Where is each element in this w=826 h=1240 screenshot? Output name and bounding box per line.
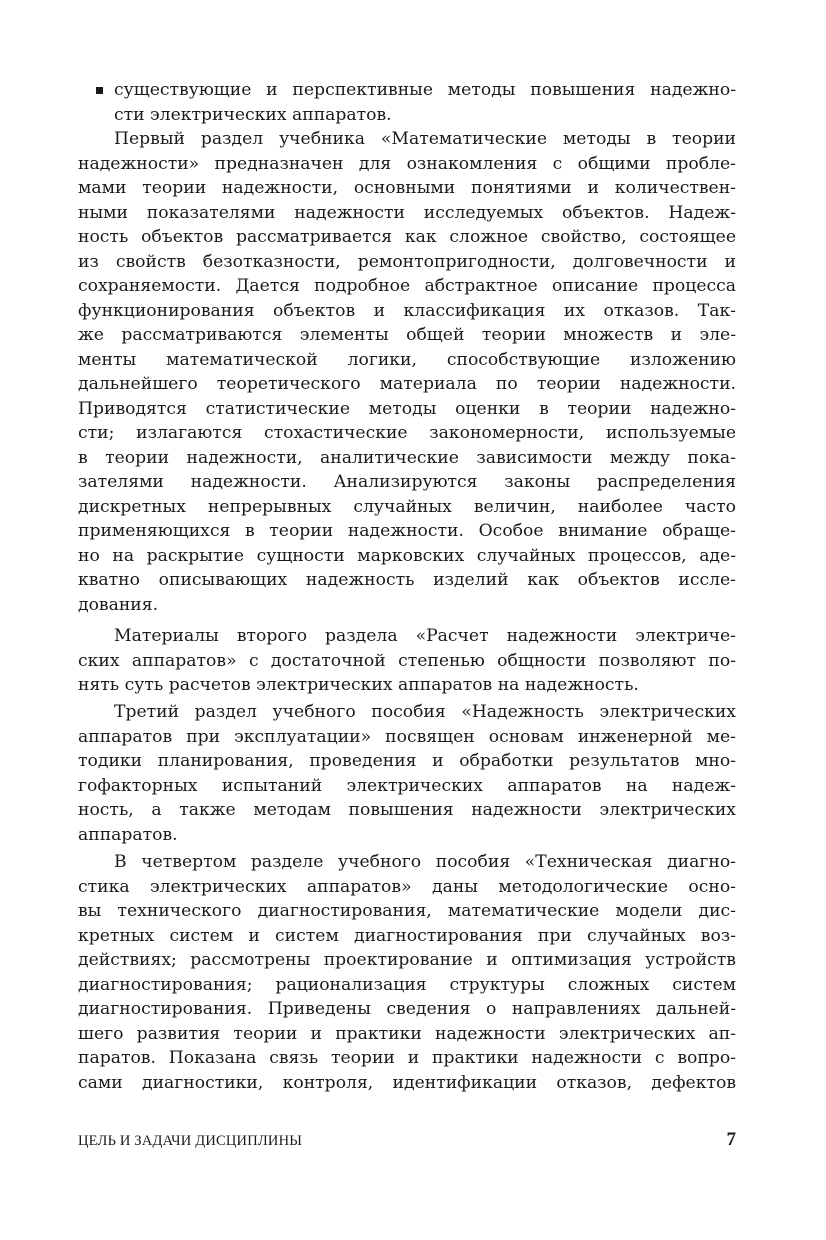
text-line-content: Приводятся статистические методы оценки в теории надежно- (78, 398, 736, 419)
text-line-content: паратов. Показана связь теории и практики надежности с вопро- (78, 1048, 736, 1068)
text-line (0, 1071, 826, 1096)
text-line-content: дискретных непрерывных случайных величин, наиболее часто (78, 496, 736, 517)
text-line (0, 924, 826, 949)
text-line (0, 348, 826, 373)
text-line (0, 446, 826, 471)
text-line-content: вы технического диагностирования, математические модели дис- (78, 901, 736, 921)
running-footer-title: ЦЕЛЬ И ЗАДАЧИ ДИСЦИПЛИНЫ (78, 1133, 303, 1149)
text-line (0, 749, 826, 774)
text-line-content: функционирования объектов и классификация их отказов. Так- (78, 300, 736, 321)
text-line-content: сти электрических аппаратов. (114, 104, 392, 125)
text-line-content: существующие и перспективные методы повышения надежно- (114, 80, 736, 100)
text-line-content: но на раскрытие сущности марковских случайных процессов, аде- (78, 545, 736, 566)
text-line-content: диагностирования. Приведены сведения о направлениях дальней- (78, 999, 736, 1019)
text-line-content: ными показателями надежности исследуемых объектов. Надеж- (78, 202, 736, 223)
text-line (0, 544, 826, 569)
page-number: 7 (726, 1129, 736, 1150)
text-line (0, 774, 826, 799)
text-line (0, 798, 826, 823)
text-line-content: аппаратов при эксплуатации» посвящен основам инженерной ме- (78, 726, 736, 747)
text-line (0, 495, 826, 520)
text-line (0, 176, 826, 201)
text-line-content: ность, а также методам повышения надежности электрических (78, 800, 736, 820)
text-line-content: нять суть расчетов электрических аппаратов на надежность. (78, 675, 639, 695)
text-line (0, 593, 826, 618)
text-line (0, 225, 826, 250)
text-line-content: диагностирования; рационализация структуры сложных систем (78, 974, 736, 995)
text-line-content: Материалы второго раздела «Расчет надежности электриче- (114, 626, 736, 646)
text-line-content: же рассматриваются элементы общей теории множеств и эле- (78, 325, 736, 345)
text-line-content: действиях; рассмотрены проектирование и оптимизация устройств (78, 950, 736, 970)
text-line-content: кретных систем и систем диагностирования при случайных воз- (78, 925, 736, 946)
text-line (0, 823, 826, 848)
text-line (0, 519, 826, 544)
text-line-content: Первый раздел учебника «Математические методы в теории (114, 129, 736, 149)
text-line (0, 673, 826, 698)
text-line-content: зателями надежности. Анализируются законы распределения (78, 472, 736, 492)
text-line-content: из свойств безотказности, ремонтопригодности, долговечности и (78, 251, 736, 272)
text-line (0, 997, 826, 1022)
text-line-content: дования. (78, 594, 159, 615)
text-line-content: гофакторных испытаний электрических аппаратов на надеж- (78, 775, 736, 796)
text-line (0, 103, 826, 128)
text-line-content: сти; излагаются стохастические закономерности, используемые (78, 423, 736, 443)
text-line-content: стика электрических аппаратов» даны методологические осно- (78, 876, 736, 897)
text-line (0, 725, 826, 750)
text-line-content: применяющихся в теории надежности. Особое внимание обраще- (78, 521, 736, 541)
text-line-content: ских аппаратов» с достаточной степенью общности позволяют по- (78, 650, 736, 671)
text-line-content: дальнейшего теоретического материала по теории надежности. (78, 374, 736, 394)
text-line (0, 152, 826, 177)
text-line-content: тодики планирования, проведения и обработки результатов мно- (78, 751, 736, 771)
text-line (0, 568, 826, 593)
text-line (0, 624, 826, 649)
text-line (0, 1046, 826, 1071)
text-line-content: шего развития теории и практики надежности электрических ап- (78, 1023, 736, 1044)
text-line-content: мами теории надежности, основными понятиями и количествен- (78, 178, 736, 198)
text-line (0, 899, 826, 924)
bullet-square-icon (96, 87, 103, 94)
text-line (0, 948, 826, 973)
text-line-content: ность объектов рассматривается как сложное свойство, состоящее (78, 227, 736, 247)
text-line-content: В четвертом разделе учебного пособия «Техническая диагно- (114, 852, 736, 872)
text-line (0, 700, 826, 725)
text-line (0, 127, 826, 152)
text-line-content: Третий раздел учебного пособия «Надежность электрических (114, 702, 736, 722)
text-line (0, 875, 826, 900)
text-line (0, 973, 826, 998)
text-line (0, 78, 826, 103)
text-line (0, 470, 826, 495)
text-line (0, 299, 826, 324)
text-line (0, 1022, 826, 1047)
text-line-content: сами диагностики, контроля, идентификации отказов, дефектов (78, 1072, 736, 1093)
text-line (0, 274, 826, 299)
text-line (0, 649, 826, 674)
text-line-content: сохраняемости. Дается подробное абстрактное описание процесса (78, 276, 736, 296)
text-line (0, 201, 826, 226)
text-line-content: менты математической логики, способствующие изложению (78, 349, 736, 370)
text-line (0, 372, 826, 397)
text-line-content: кватно описывающих надежность изделий как объектов иссле- (78, 570, 736, 590)
text-line (0, 421, 826, 446)
text-line (0, 250, 826, 275)
text-line (0, 397, 826, 422)
text-line-content: надежности» предназначен для ознакомления с общими пробле- (78, 153, 736, 174)
text-line-content: в теории надежности, аналитические зависимости между пока- (78, 447, 736, 468)
text-line-content: аппаратов. (78, 824, 178, 845)
text-line (0, 850, 826, 875)
text-line (0, 323, 826, 348)
